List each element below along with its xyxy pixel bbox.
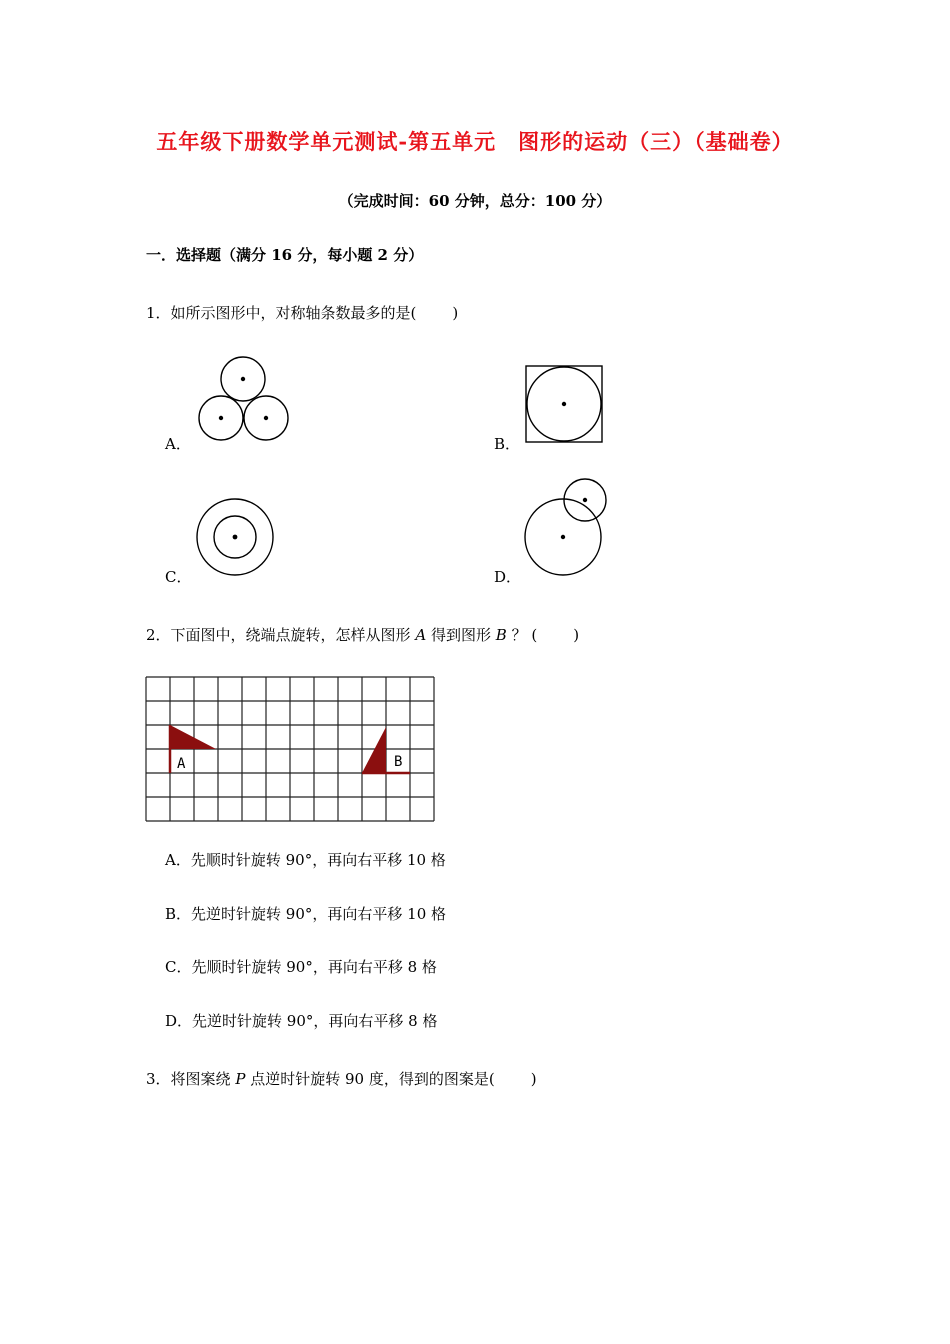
flag-b-label: B <box>394 754 403 770</box>
shape-b-ref: B <box>495 626 507 644</box>
question-1 <box>146 302 458 323</box>
q1-figure-b <box>524 364 604 444</box>
center-dot <box>241 377 245 381</box>
center-dot <box>562 402 566 406</box>
question-1-stem: 1．如所示图形中，对称轴条数最多的是( <box>146 304 417 322</box>
question-3-stem-prefix: 3．将图案绕 <box>146 1070 231 1088</box>
q1-figure-d <box>522 476 610 578</box>
shape-a-ref: A <box>415 626 427 644</box>
exam-info: （完成时间：60 分钟，总分：100 分） <box>338 192 612 210</box>
question-2 <box>146 624 579 645</box>
q1-figure-a <box>196 354 292 444</box>
point-p-ref: P <box>235 1070 246 1088</box>
question-2-stem-mid: 得到图形 <box>430 626 491 644</box>
question-1-close: ) <box>452 304 459 322</box>
center-dot <box>219 416 223 420</box>
q1-option-b-label[interactable]: B． <box>494 435 521 453</box>
q1-figure-c <box>194 496 276 578</box>
q2-option-a[interactable]: A．先顺时针旋转 90°，再向右平移 10 格 <box>165 851 446 869</box>
question-2-close: ) <box>573 626 580 644</box>
question-3-close: ) <box>530 1070 537 1088</box>
question-2-stem-suffix: ？ ( <box>511 626 538 644</box>
q2-option-c[interactable]: C．先顺时针旋转 90°，再向右平移 8 格 <box>165 958 437 976</box>
page-title: 五年级下册数学单元测试-第五单元 图形的运动（三）（基础卷） <box>156 129 794 154</box>
flag-b-triangle <box>362 727 386 773</box>
q1-option-d-label[interactable]: D． <box>494 568 522 586</box>
question-3 <box>146 1068 537 1089</box>
flag-a-label: A <box>177 756 186 772</box>
section-heading: 一．选择题（满分 16 分，每小题 2 分） <box>146 246 424 264</box>
center-dot <box>233 535 238 540</box>
q2-option-d[interactable]: D．先逆时针旋转 90°，再向右平移 8 格 <box>165 1012 438 1030</box>
center-dot <box>583 498 587 502</box>
question-3-stem-suffix: 点逆时针旋转 90 度，得到的图案是( <box>250 1070 495 1088</box>
center-dot <box>264 416 268 420</box>
center-dot <box>561 535 565 539</box>
flag-a-triangle <box>170 725 216 749</box>
q2-grid-figure <box>145 676 437 822</box>
q2-option-b[interactable]: B．先逆时针旋转 90°，再向右平移 10 格 <box>165 905 447 923</box>
question-2-stem-prefix: 2．下面图中，绕端点旋转，怎样从图形 <box>146 626 411 644</box>
q1-option-a-label[interactable]: A． <box>165 435 191 453</box>
q1-option-c-label[interactable]: C． <box>165 568 192 586</box>
